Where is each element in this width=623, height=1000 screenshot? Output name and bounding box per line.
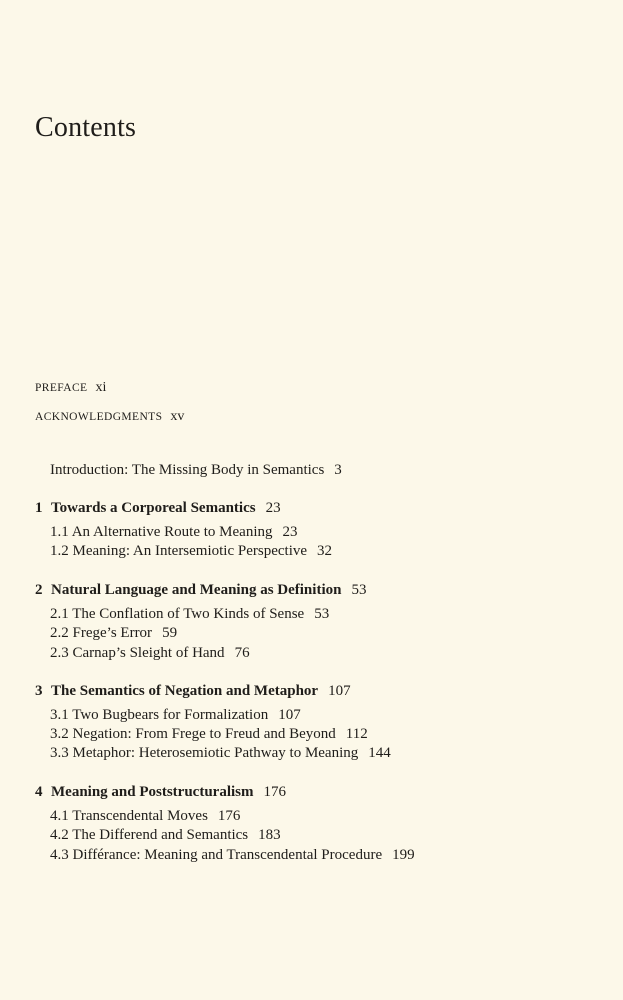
front-matter-label: PREFACE [35,382,88,394]
chapter-number: 3 [35,683,43,699]
section-number: 4.3 [50,847,69,863]
chapter-number: 1 [35,500,43,516]
section-page: 183 [258,827,281,843]
section-page: 53 [314,606,330,622]
section-page: 144 [368,745,391,761]
front-matter-page: xv [170,409,185,424]
section-page: 199 [392,847,415,863]
section-title: Metaphor: Heterosemiotic Pathway to Meaning [72,745,359,761]
section-title: Two Bugbears for Formalization [72,707,269,723]
toc-section-4-3 [50,847,415,864]
section-number: 2.3 [50,645,69,661]
section-title: An Alternative Route to Meaning [71,524,273,540]
toc-chapter-3 [35,683,351,700]
toc-section-3-1 [50,707,301,724]
toc-section-1-2 [50,543,332,560]
section-page: 107 [278,707,301,723]
chapter-title: Natural Language and Meaning as Definition [51,582,342,598]
section-page: 23 [282,524,298,540]
toc-introduction [50,462,342,479]
section-title: Negation: From Frege to Freud and Beyond [72,726,336,742]
toc-section-2-3 [50,645,250,662]
toc-section-3-2 [50,726,368,743]
section-number: 4.1 [50,808,69,824]
section-page: 59 [162,625,178,641]
toc-section-2-1 [50,606,329,623]
chapter-page: 23 [265,500,281,516]
section-page: 112 [345,726,368,742]
toc-chapter-4 [35,784,286,801]
section-title: Carnap’s Sleight of Hand [72,645,225,661]
front-matter-page: xi [95,380,107,395]
toc-section-2-2 [50,625,177,642]
section-title: Meaning: An Intersemiotic Perspective [72,543,308,559]
front-matter-label: ACKNOWLEDGMENTS [35,411,163,423]
section-page: 176 [217,808,241,824]
section-number: 3.1 [50,707,69,723]
toc-chapter-2 [35,582,366,599]
section-title: The Differend and Semantics [72,827,249,843]
section-number: 1.2 [50,543,69,559]
chapter-page: 53 [351,582,367,598]
chapter-page: 176 [263,784,286,800]
section-page: 32 [317,543,333,559]
section-number: 1.1 [50,524,69,540]
chapter-page: 107 [328,683,351,699]
page-title: Contents [35,112,137,143]
section-title: Frege’s Error [72,625,153,641]
intro-title: Introduction: The Missing Body in Semantics [50,462,325,478]
intro-page: 3 [334,462,342,478]
toc-section-4-2 [50,827,281,844]
chapter-title: Towards a Corporeal Semantics [51,500,256,516]
chapter-number: 4 [35,784,43,800]
section-title: The Conflation of Two Kinds of Sense [72,606,305,622]
toc-chapter-1 [35,500,281,517]
toc-section-1-1 [50,524,297,541]
toc-section-4-1 [50,808,240,825]
section-number: 2.1 [50,606,69,622]
section-number: 3.2 [50,726,69,742]
section-title: Transcendental Moves [72,808,208,824]
section-number: 4.2 [50,827,69,843]
section-title: Différance: Meaning and Transcendental Procedure [72,847,383,863]
front-matter-acknowledgments [35,409,184,425]
front-matter-preface [35,380,106,396]
toc-section-3-3 [50,745,391,762]
section-number: 3.3 [50,745,69,761]
section-page: 76 [234,645,250,661]
chapter-title: Meaning and Poststructuralism [51,784,254,800]
section-number: 2.2 [50,625,69,641]
chapter-number: 2 [35,582,43,598]
chapter-title: The Semantics of Negation and Metaphor [51,683,319,699]
